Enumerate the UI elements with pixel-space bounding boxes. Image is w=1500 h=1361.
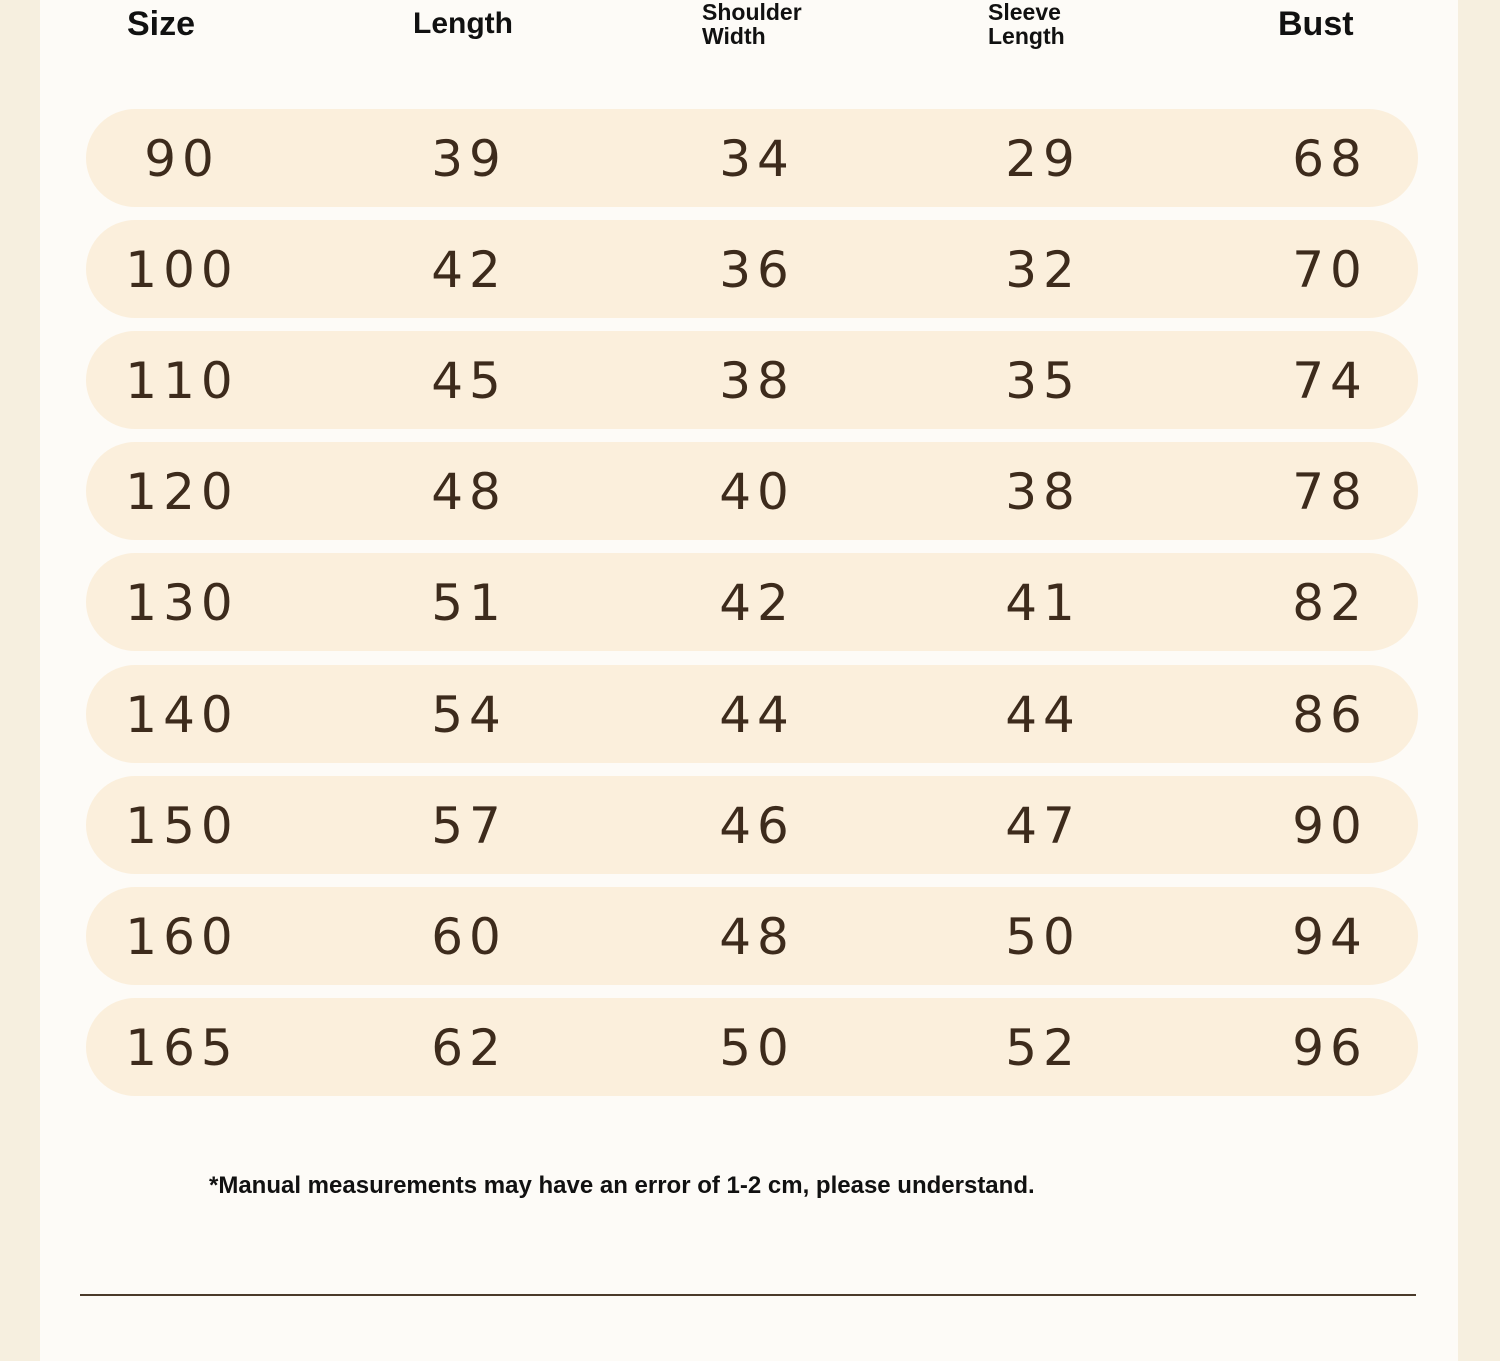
cell-bust: 96: [1292, 1019, 1368, 1077]
table-row: [86, 442, 1418, 540]
cell-length: 45: [431, 352, 507, 410]
cell-size: 150: [125, 797, 239, 855]
cell-shoulder-width: 38: [719, 352, 795, 410]
cell-size: 90: [144, 130, 220, 188]
table-row: [86, 887, 1418, 985]
cell-size: 110: [125, 352, 239, 410]
cell-bust: 74: [1292, 352, 1368, 410]
divider-line: [80, 1294, 1416, 1296]
header-bust: Bust: [1278, 5, 1354, 43]
cell-length: 62: [431, 1019, 507, 1077]
cell-bust: 86: [1292, 686, 1368, 744]
cell-bust: 70: [1292, 241, 1368, 299]
cell-sleeve-length: 32: [1005, 241, 1081, 299]
cell-length: 39: [431, 130, 507, 188]
cell-shoulder-width: 34: [719, 130, 795, 188]
table-row: [86, 220, 1418, 318]
cell-bust: 82: [1292, 574, 1368, 632]
table-row: [86, 665, 1418, 763]
cell-sleeve-length: 35: [1005, 352, 1081, 410]
table-row: [86, 998, 1418, 1096]
table-row: [86, 776, 1418, 874]
measurement-note: *Manual measurements may have an error of 1-2 cm, please understand.: [209, 1172, 1035, 1199]
cell-sleeve-length: 41: [1005, 574, 1081, 632]
cell-length: 42: [431, 241, 507, 299]
header-size: Size: [127, 5, 196, 43]
cell-size: 165: [125, 1019, 239, 1077]
cell-bust: 68: [1292, 130, 1368, 188]
cell-length: 51: [431, 574, 507, 632]
cell-shoulder-width: 36: [719, 241, 795, 299]
cell-shoulder-width: 42: [719, 574, 795, 632]
cell-shoulder-width: 50: [719, 1019, 795, 1077]
cell-shoulder-width: 40: [719, 463, 795, 521]
cell-bust: 78: [1292, 463, 1368, 521]
cell-length: 54: [431, 686, 507, 744]
cell-shoulder-width: 44: [719, 686, 795, 744]
cell-size: 160: [125, 908, 239, 966]
table-row: [86, 553, 1418, 651]
cell-size: 120: [125, 463, 239, 521]
cell-sleeve-length: 52: [1005, 1019, 1081, 1077]
cell-sleeve-length: 47: [1005, 797, 1081, 855]
header-shoulder-width: Shoulder Width: [702, 0, 802, 49]
table-row: [86, 331, 1418, 429]
cell-sleeve-length: 29: [1005, 130, 1081, 188]
header-sleeve-length: Sleeve Length: [988, 0, 1065, 49]
cell-shoulder-width: 48: [719, 908, 795, 966]
cell-size: 140: [125, 686, 239, 744]
cell-sleeve-length: 50: [1005, 908, 1081, 966]
cell-sleeve-length: 38: [1005, 463, 1081, 521]
cell-length: 57: [431, 797, 507, 855]
header-length: Length: [413, 7, 513, 40]
cell-bust: 94: [1292, 908, 1368, 966]
cell-bust: 90: [1292, 797, 1368, 855]
table-row: [86, 109, 1418, 207]
cell-sleeve-length: 44: [1005, 686, 1081, 744]
cell-length: 60: [431, 908, 507, 966]
cell-length: 48: [431, 463, 507, 521]
cell-shoulder-width: 46: [719, 797, 795, 855]
cell-size: 100: [125, 241, 239, 299]
cell-size: 130: [125, 574, 239, 632]
